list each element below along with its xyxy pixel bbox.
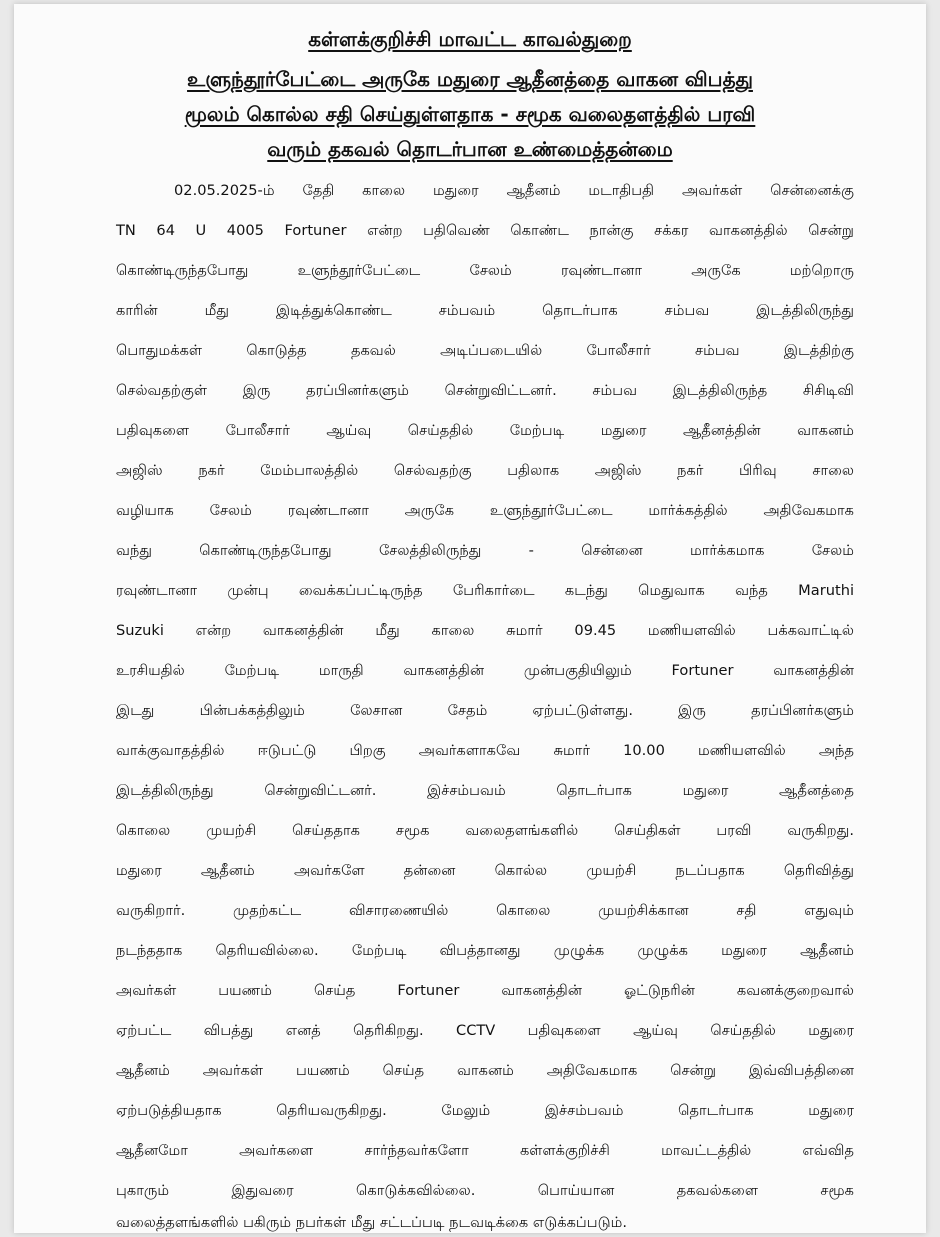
- document-page: [14, 4, 926, 1233]
- heading-line-3: மூலம் கொல்ல சதி செய்துள்ளதாக - சமூக வலைதளத்தில் பரவி: [184, 102, 756, 126]
- heading-line-1: கள்ளக்குறிச்சி மாவட்ட காவல்துறை: [308, 27, 632, 51]
- body-line: 02.05.2025-ம் தேதி காலை மதுரை ஆதீனம் மடாதிபதி அவர்கள் சென்னைக்கு: [174, 182, 854, 199]
- body-line: அஜிஸ் நகர் மேம்பாலத்தில் செல்வதற்கு பதிலாக அஜிஸ் நகர் பிரிவு சாலை: [116, 462, 854, 479]
- body-line: இடது பின்பக்கத்திலும் லேசான சேதம் ஏற்பட்டுள்ளது. இரு தரப்பினர்களும்: [116, 702, 854, 719]
- body-line: காரின் மீது இடித்துக்கொண்ட சம்பவம் தொடர்பாக சம்பவ இடத்திலிருந்து: [116, 302, 854, 319]
- body-line: உரசியதில் மேற்படி மாருதி வாகனத்தின் முன்பகுதியிலும் Fortuner வாகனத்தின்: [116, 662, 854, 679]
- body-line: வலைத்தளங்களில் பகிரும் நபர்கள் மீது சட்டப்படி நடவடிக்கை எடுக்கப்படும்.: [116, 1214, 628, 1231]
- body-line: TN 64 U 4005 Fortuner என்ற பதிவெண் கொண்ட நான்கு சக்கர வாகனத்தில் சென்று: [116, 222, 854, 239]
- body-line: இடத்திலிருந்து சென்றுவிட்டனர். இச்சம்பவம் தொடர்பாக மதுரை ஆதீனத்தை: [116, 782, 854, 799]
- body-line: வருகிறார். முதற்கட்ட விசாரணையில் கொலை முயற்சிக்கான சதி எதுவும்: [116, 902, 854, 919]
- body-line: வாக்குவாதத்தில் ஈடுபட்டு பிறகு அவர்களாகவே சுமார் 10.00 மணியளவில் அந்த: [116, 742, 854, 759]
- body-line: கொண்டிருந்தபோது உளுந்தூர்பேட்டை சேலம் ரவுண்டானா அருகே மற்றொரு: [116, 262, 854, 279]
- body-line: மதுரை ஆதீனம் அவர்களே தன்னை கொல்ல முயற்சி நடப்பதாக தெரிவித்து: [116, 862, 854, 879]
- body-line: அவர்கள் பயணம் செய்த Fortuner வாகனத்தின் ஓட்டுநரின் கவனக்குறைவால்: [116, 982, 854, 999]
- body-line: Suzuki என்ற வாகனத்தின் மீது காலை சுமார் 09.45 மணியளவில் பக்கவாட்டில்: [116, 622, 854, 639]
- body-line: ஆதீனமோ அவர்களை சார்ந்தவர்களோ கள்ளக்குறிச்சி மாவட்டத்தில் எவ்வித: [116, 1142, 854, 1159]
- heading-line-2: உளுந்தூர்பேட்டை அருகே மதுரை ஆதீனத்தை வாகன விபத்து: [187, 67, 753, 91]
- body-line: புகாரும் இதுவரை கொடுக்கவில்லை. பொய்யான தகவல்களை சமூக: [116, 1182, 854, 1199]
- heading-line-4: வரும் தகவல் தொடர்பான உண்மைத்தன்மை: [267, 137, 673, 161]
- body-line: ஆதீனம் அவர்கள் பயணம் செய்த வாகனம் அதிவேகமாக சென்று இவ்விபத்தினை: [116, 1062, 854, 1079]
- body-line: செல்வதற்குள் இரு தரப்பினர்களும் சென்றுவிட்டனர். சம்பவ இடத்திலிருந்த சிசிடிவி: [116, 382, 854, 399]
- body-line: ஏற்படுத்தியதாக தெரியவருகிறது. மேலும் இச்சம்பவம் தொடர்பாக மதுரை: [116, 1102, 854, 1119]
- body-line: வழியாக சேலம் ரவுண்டானா அருகே உளுந்தூர்பேட்டை மார்க்கத்தில் அதிவேகமாக: [116, 502, 854, 519]
- body-line: பொதுமக்கள் கொடுத்த தகவல் அடிப்படையில் போலீசார் சம்பவ இடத்திற்கு: [116, 342, 854, 359]
- body-line: பதிவுகளை போலீசார் ஆய்வு செய்ததில் மேற்படி மதுரை ஆதீனத்தின் வாகனம்: [116, 422, 854, 439]
- body-line: வந்து கொண்டிருந்தபோது சேலத்திலிருந்து - சென்னை மார்க்கமாக சேலம்: [116, 542, 854, 559]
- body-line: நடந்ததாக தெரியவில்லை. மேற்படி விபத்தானது முழுக்க முழுக்க மதுரை ஆதீனம்: [116, 942, 854, 959]
- body-line: ஏற்பட்ட விபத்து எனத் தெரிகிறது. CCTV பதிவுகளை ஆய்வு செய்ததில் மதுரை: [116, 1022, 854, 1039]
- body-line: கொலை முயற்சி செய்ததாக சமூக வலைதளங்களில் செய்திகள் பரவி வருகிறது.: [116, 822, 854, 839]
- body-line: ரவுண்டானா முன்பு வைக்கப்பட்டிருந்த பேரிகார்டை கடந்து மெதுவாக வந்த Maruthi: [116, 582, 854, 599]
